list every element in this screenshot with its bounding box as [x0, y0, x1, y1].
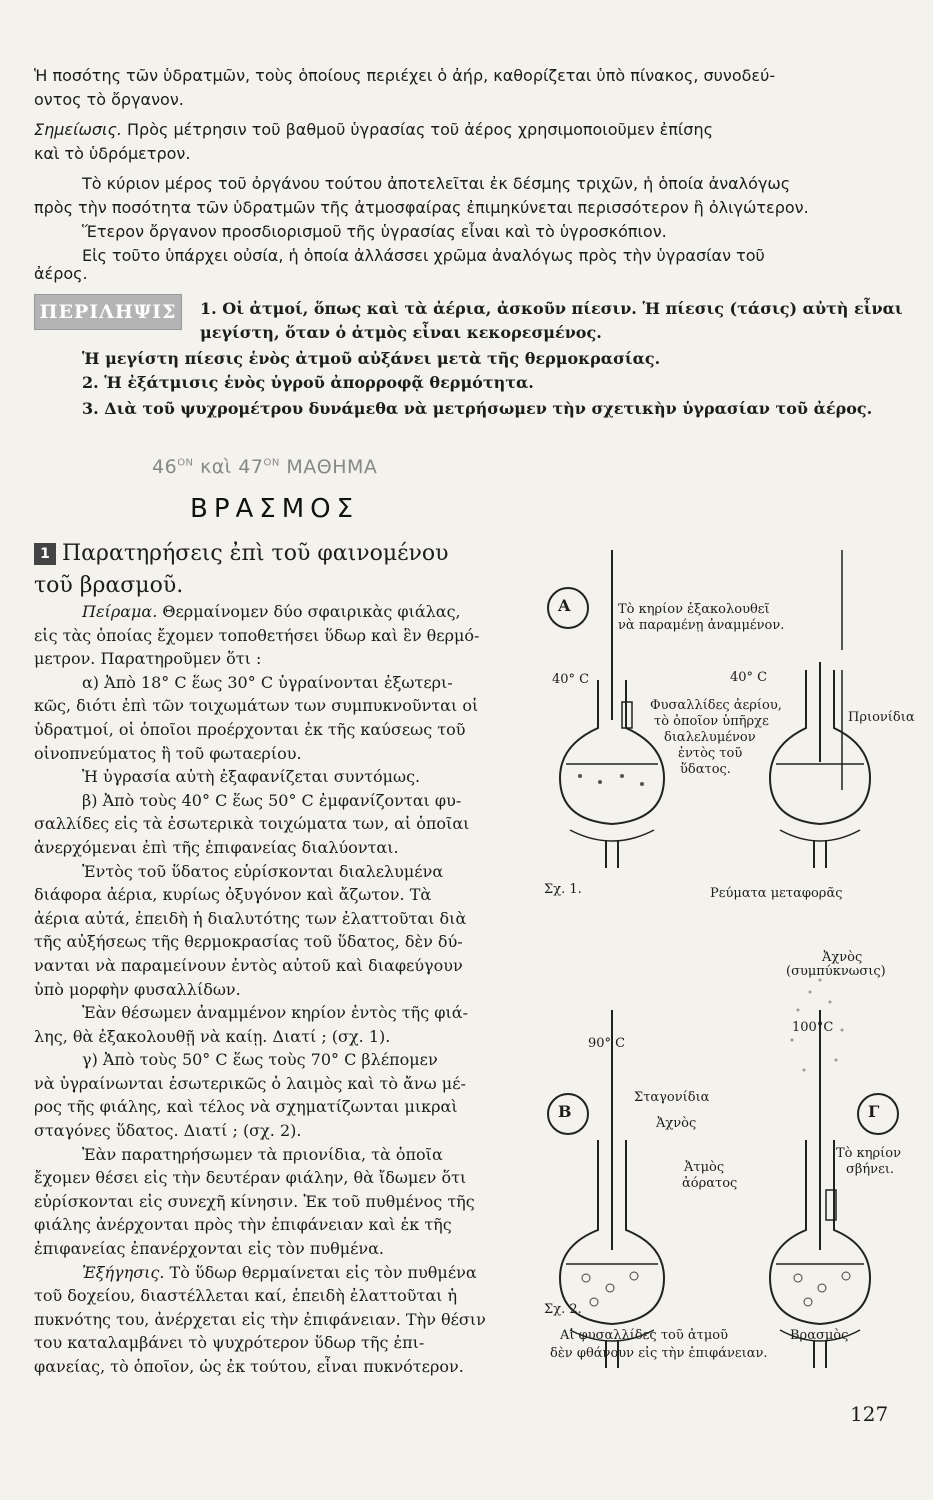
label-b: Β	[558, 1102, 572, 1121]
body-line: ἀέρια αὐτά, ἐπειδὴ ἡ διαλυτότης των ἐλαττοῦται διὰ	[34, 908, 467, 928]
section-heading-line-1: Παρατηρήσεις ἐπὶ τοῦ φαινομένου	[62, 541, 449, 566]
body-line: ὑπὸ μορφὴν φυσαλλίδων.	[34, 979, 241, 999]
section-heading-line-2: τοῦ βρασμοῦ.	[34, 573, 184, 598]
body-line: Θερμαίνομεν δύο σφαιρικὰς φιάλας,	[157, 602, 461, 621]
para2-line-1: Τὸ κύριον μέρος τοῦ ὀργάνου τούτου ἀποτελεῖται ἐκ δέσμης τριχῶν, ἡ ὁποία ἀναλόγως	[82, 174, 791, 193]
chapter-title: ΒΡΑΣΜΟΣ	[190, 494, 360, 524]
summary-badge: ΠΕΡΙΛΗΨΙΣ	[34, 294, 182, 330]
boiling-figure	[530, 540, 930, 1370]
experiment-label: Πείραμα.	[82, 602, 158, 621]
body-line: ἔχομεν θέσει εἰς τὴν δευτέραν φιάλην, θὰ ἴδωμεν ὅτι	[34, 1168, 467, 1188]
intro-line-1: Ἡ ποσότης τῶν ὑδρατμῶν, τοὺς ὁποίους περιέχει ὁ ἀήρ, καθορίζεται ὑπὸ πίνακος, συνοδεύ-	[34, 66, 776, 85]
note-text: Πρὸς μέτρησιν τοῦ βαθμοῦ ὑγρασίας τοῦ ἀέρος χρησιμοποιοῦμεν ἐπίσης	[121, 120, 713, 139]
mist-label-1: Ἀχνὸς	[822, 950, 863, 965]
bubbles-caption-5: ὕδατος.	[680, 762, 731, 777]
body-line: Ἐντὸς τοῦ ὕδατος εὑρίσκονται διαλελυμένα	[82, 861, 444, 881]
section-heading	[34, 538, 449, 602]
body-text	[34, 600, 529, 1379]
figure-drawing	[530, 540, 930, 1370]
body-line: α) Ἀπὸ 18° C ἕως 30° C ὑγραίνονται ἐξωτερι-	[82, 672, 453, 692]
candle-caption-2: νὰ παραμένῃ ἀναμμένον.	[618, 618, 785, 633]
bubbles-caption-1: Φυσαλλίδες ἀερίου,	[650, 698, 782, 713]
summary-item-2: 2. Ἡ ἐξάτμισις ἑνὸς ὑγροῦ ἀπορροφᾷ θερμότητα.	[82, 373, 534, 392]
intro-line-2: οντος τὸ ὄργανον.	[34, 90, 184, 109]
bubbles-caption-4: ἐντὸς τοῦ	[678, 746, 743, 761]
body-line: φιάλης ἀνέρχονται πρὸς τὴν ἐπιφάνειαν καὶ ἐκ τῆς	[34, 1215, 452, 1235]
summary-item-1b: μεγίστη, ὅταν ὁ ἀτμὸς εἶναι κεκορεσμένος.	[200, 323, 602, 342]
fig2-caption-2: δὲν φθάνουν εἰς τὴν ἐπιφάνειαν.	[550, 1346, 768, 1361]
steam-label-1: Ἀτμὸς	[684, 1160, 725, 1175]
temp-40-right: 40° C	[730, 670, 768, 685]
body-line: ρος τῆς φιάλης, καὶ τέλος νὰ σχηματίζωνται μικραὶ	[34, 1097, 458, 1117]
bubbles-caption-3: διαλελυμένον	[664, 730, 756, 745]
summary-item-3: 3. Διὰ τοῦ ψυχρομέτρου δυνάμεθα νὰ μετρήσωμεν τὴν σχετικὴν ὑγρασίαν τοῦ ἀέρος.	[82, 399, 873, 418]
lesson-sup-2: ΟΝ	[263, 457, 280, 469]
candle-out-2: σβήνει.	[846, 1162, 895, 1177]
body-line: σταγόνες ὕδατος. Διατί ; (σχ. 2).	[34, 1121, 302, 1141]
para2-line-4: Εἰς τοῦτο ὑπάρχει οὐσία, ἡ ὁποία ἀλλάσσει χρῶμα ἀναλόγως πρὸς τὴν ὑγρασίαν τοῦ	[82, 246, 765, 265]
body-line: λης, θὰ ἐξακολουθῇ νὰ καίῃ. Διατί ; (σχ. 1).	[34, 1026, 391, 1046]
fig1-label: Σχ. 1.	[544, 882, 582, 897]
body-line: τοῦ δοχείου, διαστέλλεται καί, ἐπειδὴ ἐλαττοῦται ἡ	[34, 1286, 458, 1306]
boiling-label: Βρασμὸς	[790, 1328, 849, 1343]
body-line: γ) Ἀπὸ τοὺς 50° C ἕως τοὺς 70° C βλέπομεν	[82, 1050, 438, 1070]
page-number: 127	[850, 1402, 889, 1426]
lesson-word: ΜΑΘΗΜΑ	[279, 456, 378, 478]
lesson-and: καὶ	[193, 456, 239, 478]
section-number: 1	[34, 543, 56, 565]
body-line: ἀνερχόμεναι ἐπὶ τῆς ἐπιφανείας διαλύονται.	[34, 837, 399, 857]
note-line-1	[34, 118, 713, 142]
lesson-label	[152, 456, 377, 478]
note-line-2: καὶ τὸ ὑδρόμετρον.	[34, 144, 191, 163]
para2-line-5: ἀέρος.	[34, 264, 88, 283]
temp-40-left: 40° C	[552, 672, 590, 687]
label-a: Α	[558, 596, 571, 615]
lesson-sup-1: ΟΝ	[177, 457, 194, 469]
body-line: Ἡ ὑγρασία αὐτὴ ἐξαφανίζεται συντόμως.	[82, 767, 421, 787]
body-line: Ἐὰν παρατηρήσωμεν τὰ πριονίδια, τὰ ὁποῖα	[82, 1144, 443, 1164]
body-line: διάφορα ἀέρια, κυρίως ὀξυγόνον καὶ ἄζωτον. Τὰ	[34, 885, 432, 905]
body-line: ἐπιφανείας ἐπανέρχονται εἰς τὸν πυθμένα.	[34, 1239, 385, 1259]
body-line: τῆς αὐξήσεως τῆς θερμοκρασίας τοῦ ὕδατος, δὲν δύ-	[34, 932, 463, 952]
body-line: νανται νὰ παραμείνουν ἐντὸς αὐτοῦ καὶ διαφεύγουν	[34, 955, 463, 975]
body-line: Ἐὰν θέσωμεν ἀναμμένον κηρίον ἐντὸς τῆς φιά-	[82, 1003, 468, 1023]
lesson-num-2: 47	[238, 456, 264, 478]
body-line: μετρον. Παρατηροῦμεν ὅτι :	[34, 649, 262, 669]
para2-line-2: πρὸς τὴν ποσότητα τῶν ὑδρατμῶν τῆς ἀτμοσφαίρας ἐπιμηκύνεται περισσότερον ἢ ὀλιγώτερον.	[34, 198, 809, 217]
mist-label-2: (συμπύκνωσις)	[786, 964, 886, 979]
temp-90: 90° C	[588, 1036, 626, 1051]
mist-label-3: Ἀχνὸς	[656, 1116, 697, 1131]
explanation-label: Ἐξήγησις.	[82, 1262, 165, 1282]
body-line: του καταλαμβάνει τὸ ψυχρότερον ὕδωρ τῆς ἐπι-	[34, 1333, 425, 1353]
steam-label-2: ἀόρατος	[682, 1176, 738, 1191]
lesson-num-1: 46	[152, 456, 178, 478]
body-line: φανείας, τὸ ὁποῖον, ὡς ἐκ τούτου, εἶναι πυκνότερον.	[34, 1357, 464, 1376]
flame-1	[570, 830, 654, 841]
body-line: Τὸ ὕδωρ θερμαίνεται εἰς τὸν πυθμένα	[164, 1262, 477, 1282]
summary-item-1: 1. Οἱ ἀτμοί, ὅπως καὶ τὰ ἀέρια, ἀσκοῦν πίεσιν. Ἡ πίεσις (τάσις) αὐτὴ εἶναι	[200, 299, 903, 318]
convection-label: Ρεύματα μεταφορᾶς	[710, 886, 843, 901]
fig2-caption-1: Αἱ φυσαλλίδες τοῦ ἀτμοῦ	[560, 1328, 729, 1343]
body-line: οἰνοπνεύματος ἢ τοῦ φωταερίου.	[34, 743, 302, 763]
body-line: ὑδρατμοί, οἱ ὁποῖοι προέρχονται ἐκ τῆς καύσεως τοῦ	[34, 719, 466, 739]
body-line: σαλλίδες εἰς τὰ ἐσωτερικὰ τοιχώματα των, αἱ ὁποῖαι	[34, 814, 470, 834]
summary-item-1c: Ἡ μεγίστη πίεσις ἑνὸς ἀτμοῦ αὐξάνει μετὰ τῆς θερμοκρασίας.	[82, 349, 661, 368]
fig2-label: Σχ. 2.	[544, 1302, 582, 1317]
body-line: πυκνότης του, ἀνέρχεται εἰς τὴν ἐπιφάνειαν. Τὴν θέσιν	[34, 1309, 486, 1329]
temp-100: 100°C	[792, 1020, 834, 1035]
sawdust-label: Πριονίδια	[848, 710, 915, 725]
droplets-label: Σταγονίδια	[634, 1090, 710, 1105]
body-line: β) Ἀπὸ τοὺς 40° C ἕως 50° C ἐμφανίζονται φυ-	[82, 790, 462, 810]
body-line: εἰς τὰς ὁποίας ἔχομεν τοποθετήσει ὕδωρ καὶ ἓν θερμό-	[34, 625, 480, 645]
candle-caption-1: Τὸ κηρίον ἐξακολουθεῖ	[618, 602, 770, 617]
label-g: Γ	[868, 1102, 880, 1121]
candle-out-1: Τὸ κηρίον	[836, 1146, 902, 1161]
bubbles-caption-2: τὸ ὁποῖον ὑπῆρχε	[654, 714, 769, 729]
para2-line-3: Ἕτερον ὄργανον προσδιορισμοῦ τῆς ὑγρασίας εἶναι καὶ τὸ ὑγροσκόπιον.	[82, 222, 667, 241]
body-line: νὰ ὑγραίνωνται ἐσωτερικῶς ὁ λαιμὸς καὶ τὸ ἄνω μέ-	[34, 1073, 466, 1093]
note-label: Σημείωσις.	[34, 120, 122, 139]
body-line: κῶς, διότι ἐπὶ τῶν τοιχωμάτων των συμπυκνοῦνται οἱ	[34, 696, 479, 716]
body-line: εὑρίσκονται εἰς συνεχῆ κίνησιν. Ἐκ τοῦ πυθμένος τῆς	[34, 1191, 475, 1211]
